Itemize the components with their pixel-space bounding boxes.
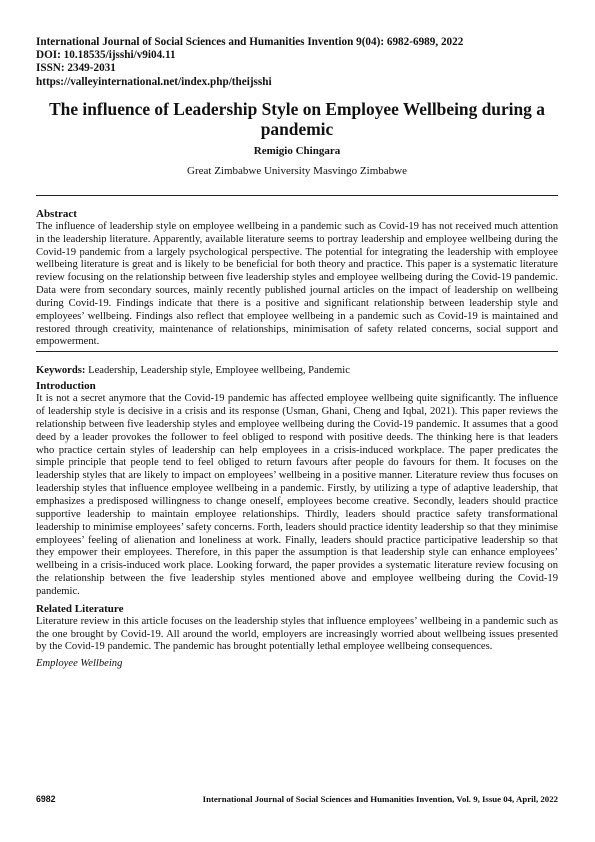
paper-page xyxy=(36,36,558,670)
employee-wellbeing-subheading: Employee Wellbeing xyxy=(36,658,123,670)
page-number: 6982 xyxy=(36,794,56,804)
abstract-heading: Abstract xyxy=(36,207,77,220)
keywords-text: Leadership, Leadership style, Employee wellbeing, Pandemic xyxy=(88,365,350,377)
doi: DOI: 10.18535/ijsshi/v9i04.11 xyxy=(36,49,176,62)
keywords-label: Keywords: xyxy=(36,365,86,377)
introduction-text: It is not a secret anymore that the Covid-19 pandemic has affected employee wellbeing quite significantly. The influence of leadership style is decisive in a crisis and its response (Usman, Ghani, Cheng and Iqbal, 2021). This paper reviews the relationship between five leadership styles and employee wellbeing during the Covid-19 pandemic. It assumes that a good deed by a leader provokes the follower to feel obliged to respond with positive deeds. The thinking here is that leaders who practice certain styles of leadership can help employees in a crisis-induced workplace. The paper predicates the simple principle that people tend to feel obliged to return favours after people do favours for them. It focuses on the leadership styles that are likely to impact on employees’ wellbeing in a positive manner. Literature review thus focuses on leadership styles that influence employee wellbeing in a pandemic. Firstly, by utilizing a type of adaptive leadership, that emphasizes a predisposed willingness to change oneself, employees become creative. Secondly, leaders should practice supportive leadership to maintain employee relationships. Thirdly, leaders should practice safety transformational leadership to minimise employees’ safety concerns. Forth, leaders should practice identity leadership so that they minimise employees’ feeling of alienation and loneliness at work. Finally, leaders should practice participative leadership so that they empower their employees. Therefore, in this paper the assumption is that leadership style can enhance employees’ wellbeing in a crisis-induced work place. Looking forward, the paper provides a systematic literature review focusing on the relationship between the five leadership styles mentioned above and employee wellbeing during the Covid-19 pandemic. xyxy=(36,393,558,597)
author-affiliation: Great Zimbabwe University Masvingo Zimbabwe xyxy=(187,164,407,177)
footer-citation: International Journal of Social Sciences and Humanities Invention, Vol. 9, Issue 04, April, 2022 xyxy=(202,794,558,804)
introduction-heading: Introduction xyxy=(36,380,96,393)
page-footer xyxy=(36,794,558,804)
journal-header: International Journal of Social Sciences and Humanities Invention 9(04): 6982-6989, 2022 xyxy=(36,36,464,48)
related-literature-text: Literature review in this article focuses on the leadership styles that influence employees’ wellbeing in a pandemic such as the one brought by Covid-19. All around the world, employers are increasingly worried about wellbeing issues presented by the Covid-19 pandemic. The pandemic has brought potentially lethal employee wellbeing consequences. xyxy=(36,615,558,653)
paper-title: The influence of Leadership Style on Employee Wellbeing during a pandemic xyxy=(49,98,545,139)
abstract-text: The influence of leadership style on employee wellbeing in a pandemic such as Covid-19 has not received much attention in the leadership literature. Apparently, available literature seems to portray leadership and employee wellbeing during the Covid-19 pandemic from a largely psychological perspective. The potential for integrating the leadership with employee wellbeing literature is great and is likely to be beneficial for both theory and practice. This paper is a systematic literature review focusing on the relationship between five leadership styles and employee wellbeing during the Covid-19 pandemic. Data were from secondary sources, mainly recently published journal articles on the impact of leadership on wellbeing during Covid-19. Findings indicate that there is a positive and significant relationship between leadership style and employees’ wellbeing. Findings also reflect that employee wellbeing in a pandemic such as Covid-19 is maintained and restored through creativity, maintenance of relationships, minimisation of safety related concerns, social support and empowerment. xyxy=(36,220,558,348)
keywords xyxy=(36,364,558,377)
journal-url[interactable]: https://valleyinternational.net/index.php/theijsshi xyxy=(36,75,272,88)
divider-top xyxy=(36,195,558,196)
issn: ISSN: 2349-2031 xyxy=(36,62,116,75)
related-literature-heading: Related Literature xyxy=(36,602,124,615)
author-name: Remigio Chingara xyxy=(253,144,341,157)
divider-abstract xyxy=(36,351,558,352)
